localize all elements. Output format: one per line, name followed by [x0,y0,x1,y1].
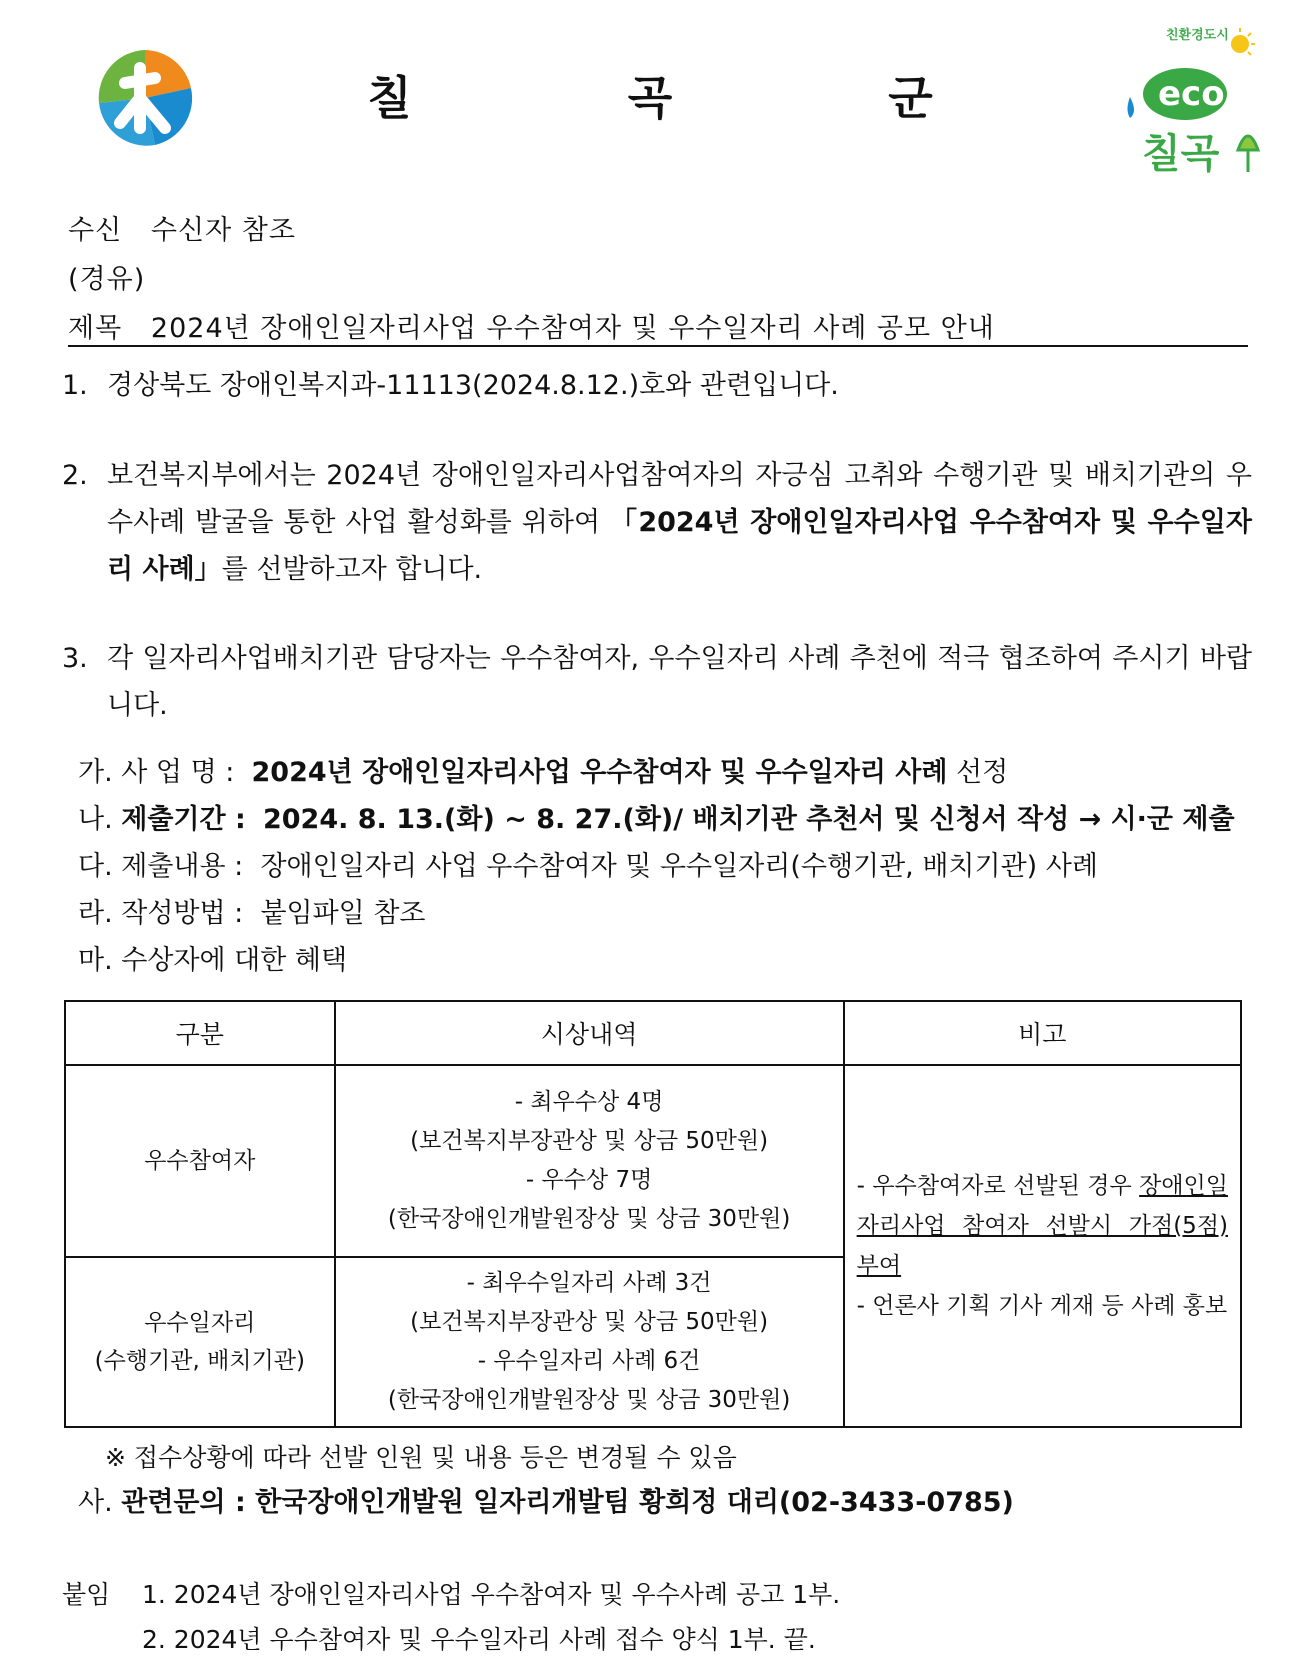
award-line: - 우수일자리 사례 6건 [477,1348,701,1374]
item-value-bold: 2024. 8. 13.(화) ~ 8. 27.(화)/ 배치기관 추천서 및 신청서 작성 → 시·군 제출 [262,804,1235,835]
attachment-item: 1. 2024년 장애인일자리사업 우수참여자 및 우수사례 공고 1부. [142,1580,841,1609]
item-value: 장애인일자리 사업 우수참여자 및 우수일자리(수행기관, 배치기관) 사례 [260,851,1098,882]
item-label-bold: 제출기간 : [121,804,246,835]
award-line: - 최우수일자리 사례 3건 [466,1270,712,1296]
category-line: 우수참여자 [144,1148,256,1174]
subject-label: 제목 [68,313,123,344]
item-na [78,797,1235,836]
note-underlined: 장애인일자리사업 참여자 선발시 가점(5점) 부여 [856,1173,1228,1279]
note-prefix: - 우수참여자로 선발된 경우 [856,1173,1140,1199]
paragraph-number: 1. [62,370,88,401]
paragraph-number: 3. [62,643,88,674]
award-line: (보건복지부장관상 및 상금 50만원) [410,1309,769,1335]
paragraph-2 [62,452,1252,593]
item-ra [78,891,426,930]
note-promotion: - 언론사 기획 기사 게재 등 사례 홍보 [856,1293,1228,1319]
item-ma [78,938,347,977]
paragraph-text-part: 를 선발하고자 합니다. [221,554,483,585]
paragraph-number: 2. [62,460,88,491]
contact-text: 관련문의 : 한국장애인개발원 일자리개발팀 황희정 대리(02-3433-0785) [121,1487,1014,1518]
item-label: 라. 작성방법 : [78,898,244,929]
award-line: - 우수상 7명 [525,1167,653,1193]
item-ga [78,750,1008,789]
item-label-prefix: 나. [78,804,122,835]
paragraph-text: 경상북도 장애인복지과-11113(2024.8.12.)호와 관련입니다. [107,370,839,401]
attachment-item: 2. 2024년 우수참여자 및 우수일자리 사례 접수 양식 1부. 끝. [142,1625,816,1654]
via-row: (경유) [68,264,146,295]
award-line: (한국장애인개발원장상 및 상금 30만원) [387,1387,791,1413]
item-label: 다. 제출내용 : [78,851,244,882]
category-cell [65,1065,335,1257]
paragraph-1 [62,362,1252,409]
recipient-row [68,208,296,247]
awards-cell [335,1257,844,1427]
paragraph-text-bold: 「2024년 장애인일자리사업 우수참여자 및 우수일자리 사례」 [107,507,1252,585]
item-value-rest: 선정 [947,757,1009,788]
item-value-bold: 2024년 장애인일자리사업 우수참여자 및 우수일자리 사례 [251,757,948,788]
award-line: (한국장애인개발원장상 및 상금 30만원) [387,1206,791,1232]
eco-logo-small-text: 친환경도시 [1166,28,1229,43]
footnote: ※ 접수상황에 따라 선발 인원 및 내용 등은 변경될 수 있음 [105,1443,737,1472]
contact-prefix: 사. [78,1487,122,1518]
item-da [78,844,1098,883]
paragraph-text-part: 보건복지부에서는 2024년 장애인일자리사업참여자의 자긍심 고취와 수행기관 및 배치기관의 우수사례 발굴을 통한 사업 활성화를 위하여 [107,460,1252,538]
table-header-cell: 비고 [844,1001,1241,1065]
note-benefit [857,1166,1228,1286]
note-cell [844,1065,1241,1427]
contact-row [78,1480,1014,1519]
recipient-value: 수신자 참조 [150,215,296,246]
item-label: 마. 수상자에 대한 혜택 [78,945,348,976]
organization-title: 칠 곡 군 [367,71,1033,125]
subject-row [68,306,995,345]
category-line: 우수일자리 [144,1310,256,1336]
paragraph-text: 각 일자리사업배치기관 담당자는 우수참여자, 우수일자리 사례 추천에 적극 협조하여 주시기 바랍니다. [107,643,1252,721]
eco-chilgok-logo [1100,22,1260,177]
subject-value: 2024년 장애인일자리사업 우수참여자 및 우수일자리 사례 공모 안내 [150,313,995,344]
category-cell [65,1257,335,1427]
header-divider [68,345,1248,347]
recipient-label: 수신 [68,215,123,246]
item-label: 가. 사 업 명 : [78,757,235,788]
awards-table [64,1000,1242,1428]
award-line: (보건복지부장관상 및 상금 50만원) [410,1128,769,1154]
paragraph-3 [62,635,1252,729]
category-line: (수행기관, 배치기관) [94,1348,305,1374]
eco-logo-eco-text: eco [1158,74,1225,114]
attachments-label: 붙임 [62,1580,111,1609]
item-value: 붙임파일 참조 [260,898,426,929]
table-header-row [65,1001,1241,1065]
eco-logo-name-text: 칠곡 [1142,131,1220,177]
paragraph-text [107,452,1252,593]
table-header-cell: 구분 [65,1001,335,1065]
table-header-cell: 시상내역 [335,1001,844,1065]
table-row [65,1065,1241,1257]
awards-cell [335,1065,844,1257]
award-line: - 최우수상 4명 [514,1089,664,1115]
